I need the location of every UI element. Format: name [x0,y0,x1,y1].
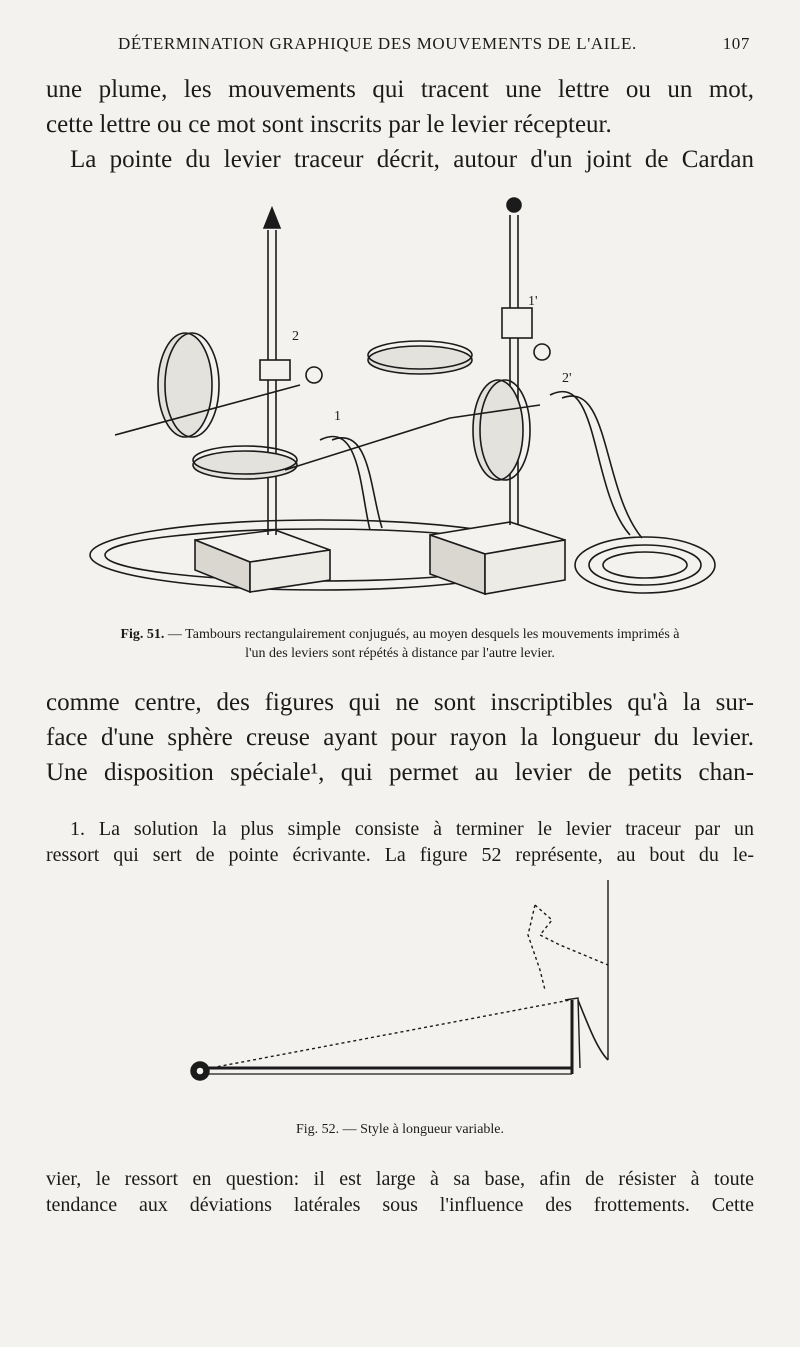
figure-label: 1 [334,409,341,424]
top-paragraph [46,72,754,177]
footnote [46,816,754,868]
page-number: 107 [722,34,750,53]
text-line: vier, le ressort en question: il est large à sa base, afin de résister à toute [46,1168,754,1190]
text-line: comme centre, des figures qui ne sont inscriptibles qu'à la sur- [46,689,754,716]
caption-text: — Style à longueur variable. [342,1122,505,1137]
text-line: tendance aux déviations latérales sous l'influence des frottements. Cette [46,1194,754,1216]
figure-51-caption [46,625,754,663]
figure-label: 2' [562,371,572,386]
text-line: 1. La solution la plus simple consiste à terminer le levier traceur par un [70,818,754,840]
middle-paragraph [46,685,754,790]
figure-label: 1' [528,294,538,309]
text-line: ressort qui sert de pointe écrivante. La figure 52 représente, au bout du le- [46,844,754,866]
caption-text: — Tambours rectangulairement conjugués, au moyen desquels les mouvements imprimés à [167,627,680,642]
running-title: DÉTERMINATION GRAPHIQUE DES MOUVEMENTS DE L'AILE. [118,34,637,53]
text-line: cette lettre ou ce mot sont inscrits par le levier récepteur. [46,111,612,138]
text-line: Une disposition spéciale¹, qui permet au levier de petits chan- [46,759,754,786]
figure-51-illustration [70,190,740,610]
running-header [118,34,750,54]
figure-52-illustration [180,880,620,1110]
caption-label: Fig. 51. [120,627,165,642]
figure-label: 2 [292,329,299,344]
caption-label: Fig. 52. [295,1122,340,1137]
footnote-continued [46,1166,754,1218]
text-line: face d'une sphère creuse ayant pour rayon la longueur du levier. [46,724,754,751]
figure-52-caption [0,1122,800,1138]
text-line: La pointe du levier traceur décrit, autour d'un joint de Cardan [70,146,754,173]
caption-text: l'un des leviers sont répétés à distance par l'autre levier. [245,646,555,661]
text-line: une plume, les mouvements qui tracent une lettre ou un mot, [46,76,754,103]
